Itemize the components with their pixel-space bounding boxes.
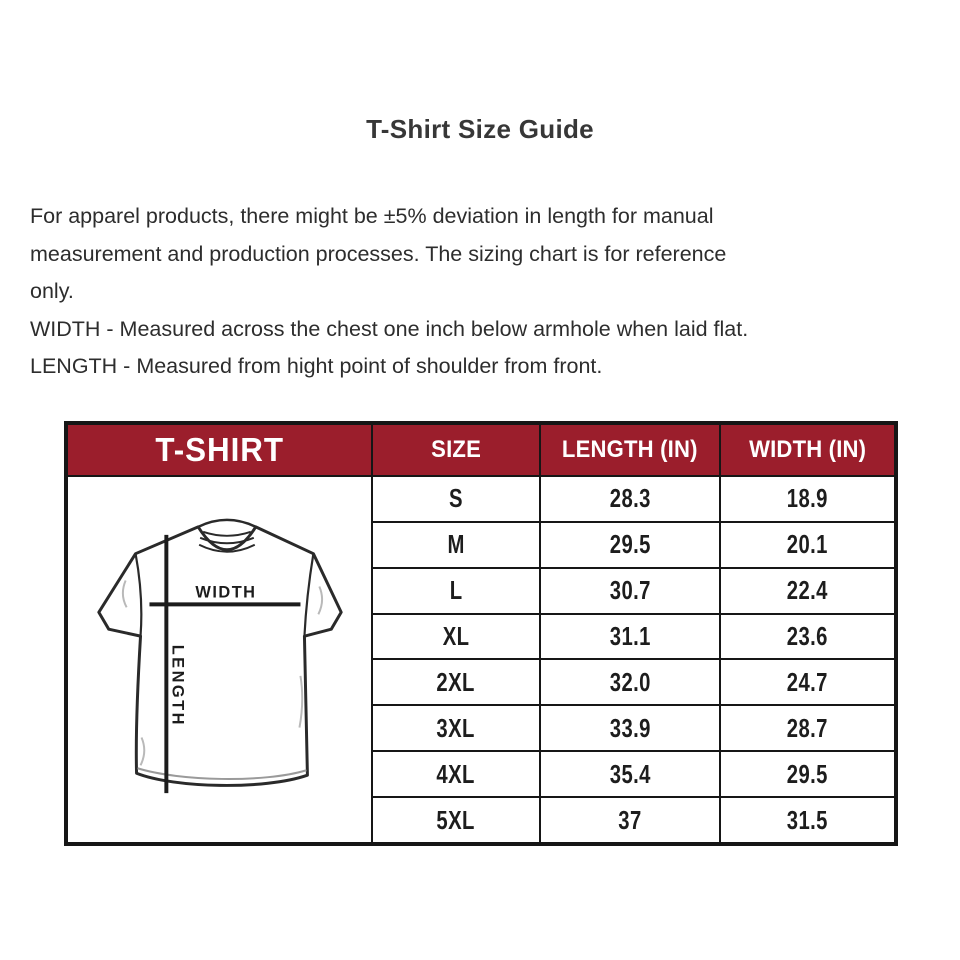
intro-line: For apparel products, there might be ±5% deviation in length for manual [30, 204, 714, 228]
length-cell: 31.1 [540, 614, 720, 660]
length-cell: 35.4 [540, 751, 720, 797]
table-header-length-in: LENGTH (IN) [540, 423, 720, 476]
length-cell: 32.0 [540, 659, 720, 705]
intro-line-length-note: LENGTH - Measured from hight point of shoulder from front. [30, 354, 603, 379]
table-header-row [66, 423, 896, 476]
size-cell: 2XL [372, 659, 540, 705]
size-cell: 3XL [372, 705, 540, 751]
size-cell: L [372, 568, 540, 614]
length-cell: 33.9 [540, 705, 720, 751]
size-table [64, 421, 898, 846]
width-cell: 24.7 [720, 659, 896, 705]
width-cell: 29.5 [720, 751, 896, 797]
width-cell: 23.6 [720, 614, 896, 660]
width-cell: 28.7 [720, 705, 896, 751]
table-header-width-in: WIDTH (IN) [720, 423, 896, 476]
table-header-size: SIZE [372, 423, 540, 476]
length-label: LENGTH [167, 644, 186, 727]
width-cell: 31.5 [720, 797, 896, 844]
table-header-product: T-SHIRT [66, 423, 372, 476]
length-cell: 37 [540, 797, 720, 844]
tshirt-outline [98, 527, 340, 786]
size-cell: XL [372, 614, 540, 660]
intro-line-width-note: WIDTH - Measured across the chest one inch below armhole when laid flat. [30, 316, 749, 341]
width-cell: 22.4 [720, 568, 896, 614]
tshirt-diagram-cell [66, 476, 372, 844]
size-cell: 4XL [372, 751, 540, 797]
width-cell: 20.1 [720, 522, 896, 568]
page-title: T-Shirt Size Guide [366, 114, 594, 144]
length-cell: 28.3 [540, 476, 720, 522]
size-cell: S [372, 476, 540, 522]
length-cell: 30.7 [540, 568, 720, 614]
intro-line: measurement and production processes. The sizing chart is for reference [30, 241, 727, 266]
width-cell: 18.9 [720, 476, 896, 522]
intro-line: only. [30, 279, 74, 304]
table-row [66, 476, 896, 522]
width-label: WIDTH [194, 583, 257, 602]
tshirt-illustration [70, 477, 370, 837]
size-cell: 5XL [372, 797, 540, 844]
size-cell: M [372, 522, 540, 568]
intro-text [30, 198, 935, 386]
length-cell: 29.5 [540, 522, 720, 568]
